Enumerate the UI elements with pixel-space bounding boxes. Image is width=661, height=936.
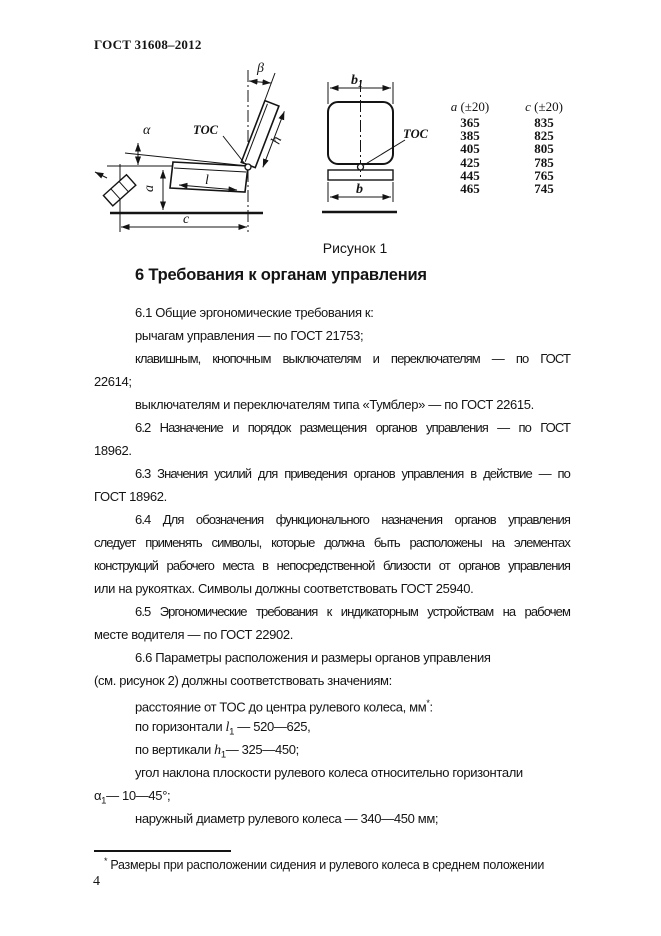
- table-cell: 385: [460, 128, 480, 144]
- table-cell: 835: [534, 115, 554, 130]
- label-l: l: [205, 173, 209, 188]
- footnote-reference-mark: *: [426, 698, 430, 708]
- table-header-a: a (±20): [450, 99, 490, 114]
- figure-value-table: [435, 99, 583, 195]
- table-cell: 465: [460, 180, 480, 196]
- beta-dimension-arrow: [249, 81, 271, 83]
- top-view-drawing: [322, 80, 405, 212]
- table-cell: 765: [534, 167, 554, 183]
- table-row: [435, 129, 583, 142]
- label-a: a: [142, 185, 157, 192]
- footnote-mark: *: [104, 856, 108, 866]
- label-toc-top: ТОС: [403, 127, 428, 141]
- paragraph-line: 6.1 Общие эргономические требования к:: [135, 305, 374, 320]
- math-var-h: h: [214, 743, 221, 758]
- label-alpha: α: [143, 123, 151, 138]
- paragraph-line: по вертикали $h_1—$ 325—450;: [135, 742, 299, 761]
- footnote: * Размеры при расположении сидения и рулевого колеса в среднем положении: [104, 856, 545, 873]
- section-body: [94, 301, 570, 830]
- table-cell: 805: [534, 141, 554, 157]
- section-heading: 6 Требования к органам управления: [135, 266, 427, 284]
- table-cell: 365: [460, 115, 480, 130]
- table-cell: 825: [534, 128, 554, 144]
- label-b: b: [356, 182, 363, 197]
- paragraph-line: 22614;: [94, 374, 132, 389]
- table-cell: 405: [460, 141, 480, 157]
- paragraph-line: (см. рисунок 2) должны соответствовать значениям:: [94, 673, 392, 688]
- paragraph-line: 6.5 Эргономические требования к индикаторным устройствам на рабочем: [135, 604, 570, 619]
- paragraph-line: расстояние от ТОС до центра рулевого колеса, мм*:: [135, 698, 433, 715]
- table-row: [435, 182, 583, 195]
- table-row: [435, 156, 583, 169]
- paragraph-line: 18962.: [94, 443, 132, 458]
- paragraph-line: 6.3 Значения усилий для приведения органов управления в действие — по: [135, 466, 570, 481]
- paragraph-line: месте водителя — по ГОСТ 22902.: [94, 627, 294, 642]
- table-row: [435, 142, 583, 155]
- paragraph-line: рычагам управления — по ГОСТ 21753;: [135, 328, 364, 343]
- document-code: ГОСТ 31608–2012: [94, 37, 202, 52]
- table-header-row: [435, 99, 583, 116]
- page-number: 4: [93, 874, 100, 889]
- table-cell: 425: [460, 154, 480, 170]
- paragraph-line: 6.6 Параметры расположения и размеры органов управления: [135, 650, 491, 665]
- table-cell: 785: [534, 154, 554, 170]
- paragraph-line: 6.2 Назначение и порядок размещения органов управления — по ГОСТ: [135, 420, 570, 435]
- paragraph-line: клавишным, кнопочным выключателям и переключателям — по ГОСТ: [135, 351, 570, 366]
- table-row: [435, 169, 583, 182]
- figure-caption: Рисунок 1: [322, 240, 388, 256]
- math-var-l: l: [225, 720, 230, 735]
- paragraph-line: наружный диаметр рулевого колеса — 340—450 мм;: [135, 811, 439, 826]
- paragraph-line: 6.4 Для обозначения функционального назначения органов управления: [135, 512, 570, 527]
- paragraph-line: конструкций рабочего места в непосредственной близости от органов управления: [94, 558, 570, 573]
- paragraph-line: или на рукоятках. Символы должны соответствовать ГОСТ 25940.: [94, 581, 474, 596]
- paragraph-line: $\alpha_1—$ 10—45°;: [94, 788, 171, 807]
- paragraph-line: угол наклона плоскости рулевого колеса относительно горизонтали: [135, 765, 523, 780]
- pedal-arrow: [95, 172, 107, 178]
- label-toc-side: ТОС: [193, 123, 218, 137]
- paragraph-line: по горизонтали $l_1$ — 520—625,: [135, 719, 311, 738]
- table-cell: 745: [534, 180, 554, 196]
- toc-point: [245, 164, 251, 170]
- table-row: [435, 116, 583, 129]
- label-h: h: [268, 134, 286, 147]
- table-header-c: c (±20): [525, 99, 563, 114]
- paragraph-line: ГОСТ 18962.: [94, 489, 167, 504]
- table-cell: 445: [460, 167, 480, 183]
- paragraph-line: выключателям и переключателям типа «Тумблер» — по ГОСТ 22615.: [135, 397, 534, 412]
- math-var-alpha: α: [94, 788, 102, 803]
- label-b1: $b_1$: [351, 73, 363, 90]
- toc-point-top: [358, 164, 364, 170]
- footnote-rule: [94, 850, 231, 852]
- paragraph-line: следует применять символы, которые должна быть расположены на элементах: [94, 535, 570, 550]
- side-view-drawing: [95, 70, 285, 232]
- label-c: c: [183, 212, 190, 227]
- label-beta: β: [257, 61, 264, 76]
